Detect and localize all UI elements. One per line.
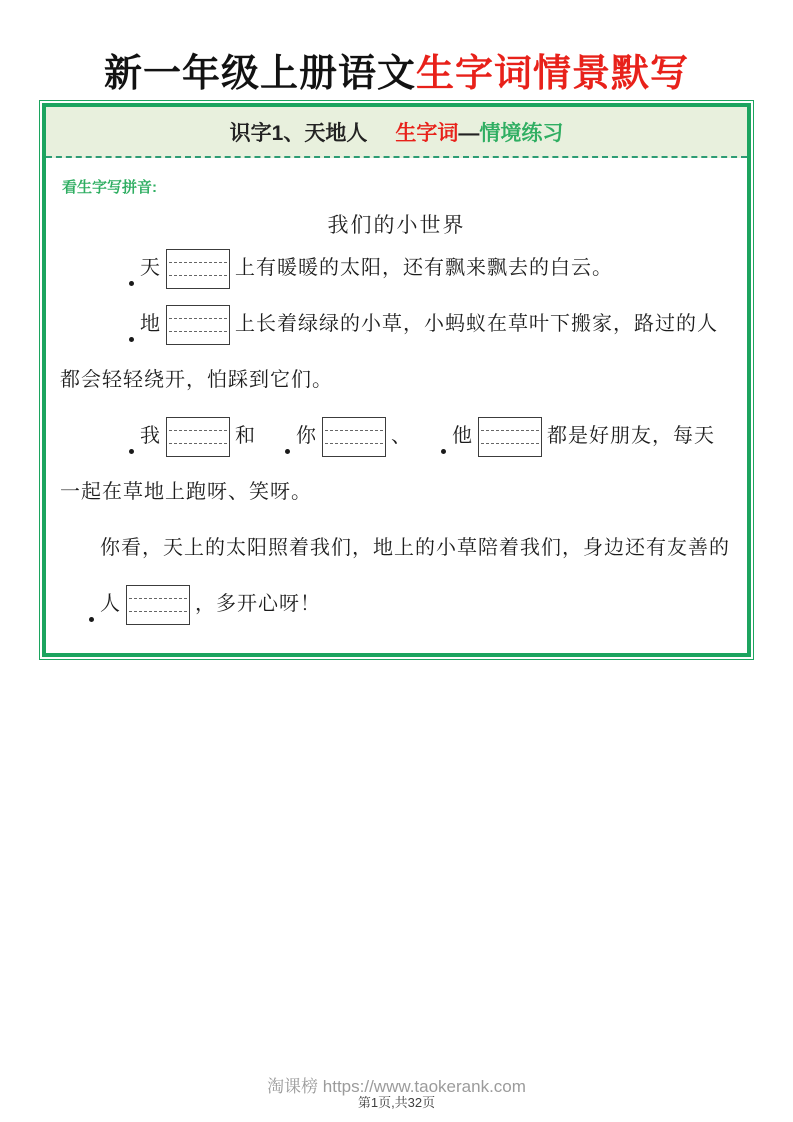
page-title-black: 新一年级上册语文: [103, 53, 416, 95]
story-text: 上有暖暖的太阳，还有飘来飘去的白云。: [235, 255, 613, 279]
pinyin-answer-box[interactable]: [166, 249, 230, 289]
emphasized-character: 我: [100, 424, 161, 446]
page-title-red: 生字词情景默写: [416, 53, 690, 95]
story-paragraph: [60, 239, 733, 295]
footer-site-link[interactable]: 淘课榜 https://www.taokerank.com: [267, 1077, 526, 1096]
page-footer: [0, 1078, 793, 1110]
story-text: 上长着绿绿的小草，小蚂蚁在草叶下搬家，路过的人都会轻轻绕开，怕踩到它们。: [60, 311, 718, 391]
header-tag-practice: 情境练习: [479, 122, 564, 145]
emphasized-character: 他: [412, 424, 473, 446]
header-dash: —: [458, 122, 480, 145]
pinyin-answer-box[interactable]: [166, 305, 230, 345]
header-tag-vocabulary: 生字词: [395, 122, 459, 145]
story-text: 都是好朋友，每天一起在草地上跑呀、笑呀。: [60, 423, 715, 503]
emphasized-character: 地: [100, 312, 161, 334]
emphasized-character: 天: [100, 256, 161, 278]
emphasized-character: 你: [256, 424, 317, 446]
lesson-title: 识字1、天地人: [229, 122, 368, 145]
story-text: ，多开心呀！: [195, 591, 321, 615]
pinyin-answer-box[interactable]: [166, 417, 230, 457]
pinyin-answer-box[interactable]: [478, 417, 542, 457]
instruction-text: 看生字写拼音:: [62, 179, 157, 196]
page-title: [0, 0, 793, 97]
story-text: 、: [391, 423, 412, 447]
worksheet-content: [46, 158, 747, 653]
story-paragraphs: [60, 239, 733, 631]
emphasized-character: 人: [60, 592, 121, 614]
pinyin-answer-box[interactable]: [126, 585, 190, 625]
page-number: 第1页,共32页: [357, 1095, 436, 1110]
pinyin-answer-box[interactable]: [322, 417, 386, 457]
story-title: 我们的小世界: [327, 213, 466, 237]
story-text: 你看，天上的太阳照着我们，地上的小草陪着我们，身边还有友善的: [100, 535, 730, 559]
story-text: 和: [235, 423, 256, 447]
story-paragraph: [60, 519, 733, 631]
worksheet-header: [46, 107, 747, 158]
story-paragraph: [60, 407, 733, 519]
worksheet-box: [42, 103, 751, 657]
story-paragraph: [60, 295, 733, 407]
